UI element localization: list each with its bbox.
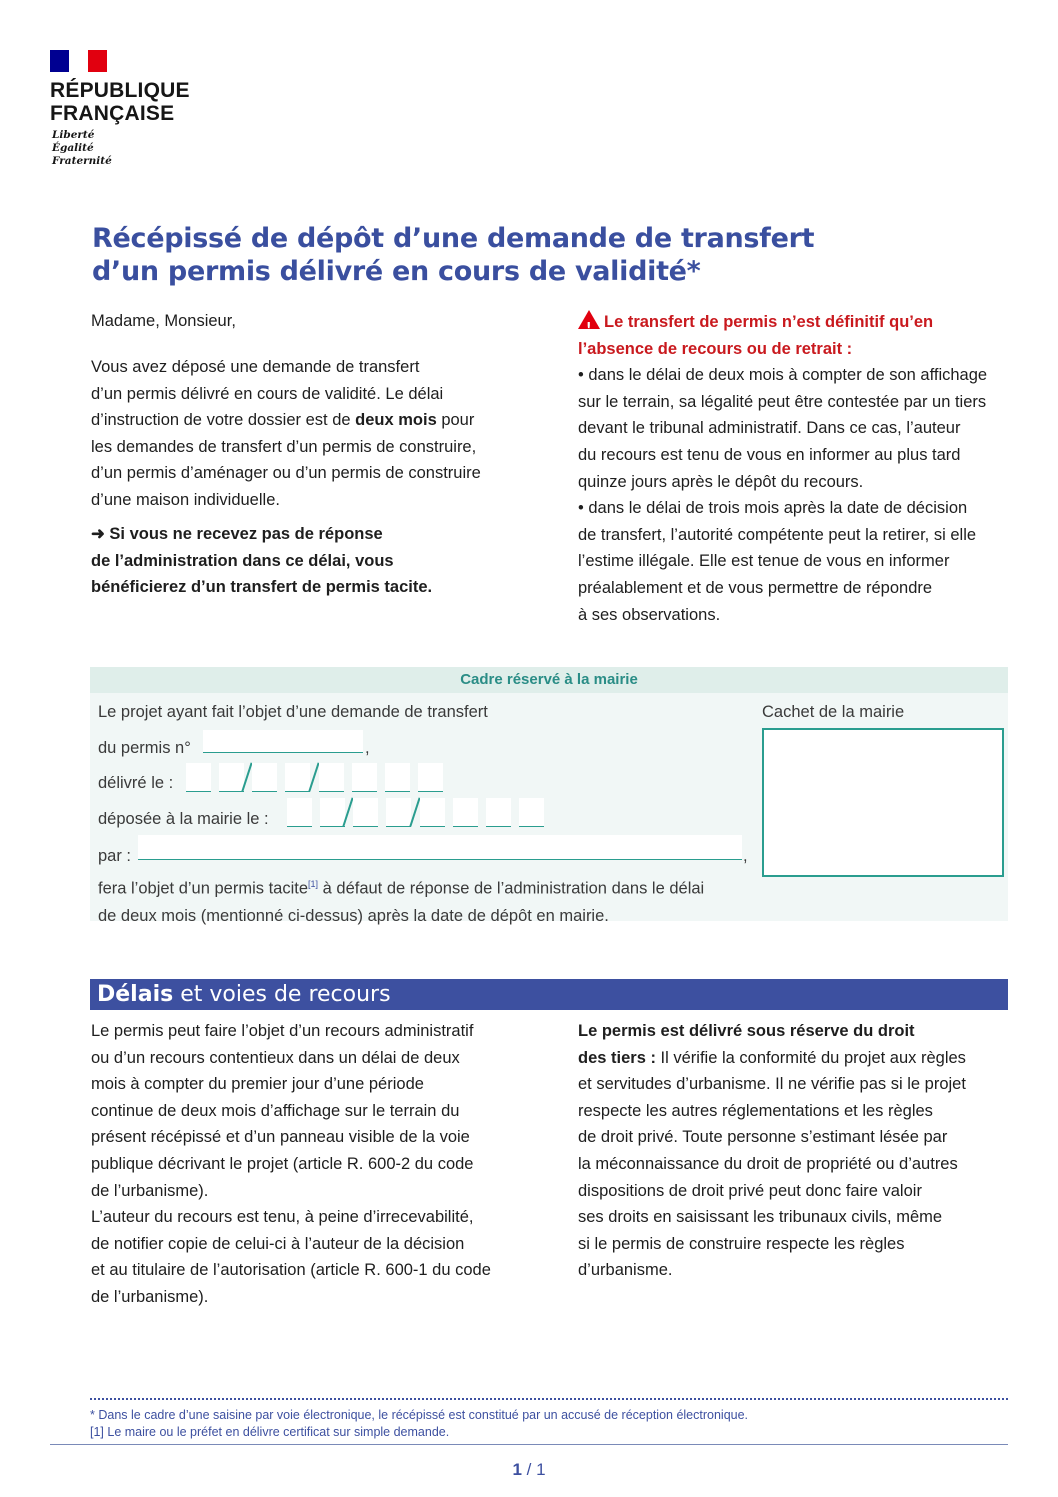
page-title: Récépissé de dépôt d’une demande de transfert d’un permis délivré en cours de validité* [92, 223, 815, 287]
footnote-separator [90, 1398, 1008, 1400]
recours-right-text: Le permis est délivré sous réserve du droit des tiers : Il vérifie la conformité du projet aux règles et servitudes d’urbanisme. Il ne vérifie pas si le projet respecte les autres réglementations et les règles de droit privé. Toute personne s’estimant lésée par la méconnaissance du droit de propriété ou d’autres dispositions de droit privé peut donc faire valoir ses droits en saisissant les tribunaux civils, même si le permis de construire respecte les règles d’urbanisme. [578, 1022, 966, 1280]
permis-number-field[interactable] [203, 730, 363, 753]
applicant-name-field[interactable] [138, 835, 742, 860]
arrow-right-icon: ➜ [91, 525, 105, 543]
intro-paragraph: Vous avez déposé une demande de transfert d’un permis délivré en cours de validité. Le délai d’instruction de votre dossier est de deux mois pour les demandes de transfert d’un permis de construire, d’un permis d’aménager ou d’un permis de construire d’une maison individuelle. [91, 358, 481, 509]
cachet-label: Cachet de la mairie [762, 703, 905, 721]
footnote-certificate: [1] Le maire ou le préfet en délivre certificat sur simple demande. [90, 1425, 450, 1439]
greeting: Madame, Monsieur, [91, 312, 236, 330]
footer-divider [50, 1444, 1008, 1445]
permis-comma: , [365, 739, 370, 757]
deposee-label: déposée à la mairie le : [98, 810, 269, 828]
warning-icon [578, 310, 600, 329]
cachet-stamp-box [762, 728, 1004, 877]
delivre-label: délivré le : [98, 774, 174, 792]
permis-label: du permis n° [98, 739, 191, 757]
marianne-flag-logo [50, 50, 107, 72]
motto: Liberté Égalité Fraternité [52, 129, 112, 167]
footnote-electronic: * Dans le cadre d’une saisine par voie électronique, le récépissé est constitué par un accusé de réception électronique. [90, 1408, 749, 1422]
par-label: par : [98, 847, 132, 865]
tacite-text: fera l’objet d’un permis tacite[1] à défaut de réponse de l’administration dans le délai de deux mois (mentionné ci-dessus) après la date de dépôt en mairie. [98, 879, 705, 925]
tacit-notice: ➜ Si vous ne recevez pas de réponse de l’administration dans ce délai, vous bénéficierez d’un transfert de permis tacite. [91, 525, 433, 597]
republic-name: RÉPUBLIQUE FRANÇAISE [50, 79, 190, 125]
recours-left-text: Le permis peut faire l’objet d’un recours administratif ou d’un recours contentieux dans un délai de deux mois à compter du premier jour d’une période continue de deux mois d’affichage sur le terrain du présent récépissé et d’un panneau visible de la voie publique décrivant le projet (article R. 600-2 du code de l’urbanisme). L’auteur du recours est tenu, à peine d’irrecevabilité, de notifier copie de celui-ci à l’auteur de la décision et au titulaire de l’autorisation (article R. 600-1 du code de l’urbanisme). [91, 1022, 491, 1306]
project-line: Le projet ayant fait l’objet d’une demande de transfert [98, 703, 488, 721]
page-number: 1 / 1 [512, 1460, 546, 1479]
section-header-recours: Délais et voies de recours [90, 979, 1008, 1010]
warning-block: !Le transfert de permis n’est définitif qu’en l’absence de recours ou de retrait : • dans le délai de deux mois à compter de son affichage sur le terrain, sa légalité peut être contestée par un tiers devant le tribunal administratif. Dans ce cas, l’auteur du recours est tenu de vous en informer au plus tard quinze jours après le dépôt du recours. • dans le délai de trois mois après la date de décision de transfert, l’autorité compétente peut la retirer, si elle l’estime illégale. Elle est tenue de vous en informer préalablement et de vous permettre de répondre à ses observations. [578, 308, 1018, 628]
mairie-frame-header: Cadre réservé à la mairie [90, 667, 1008, 693]
par-comma: , [743, 847, 748, 865]
